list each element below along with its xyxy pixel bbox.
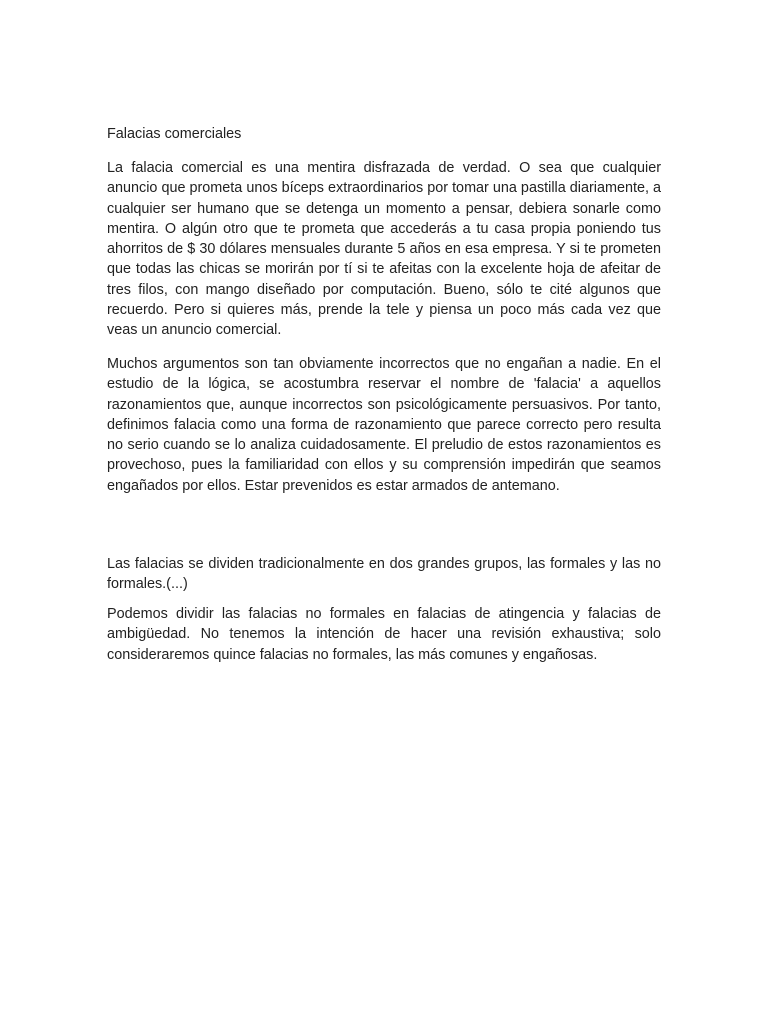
paragraph-argumentos-incorrectos: Muchos argumentos son tan obviamente incorrectos que no engañan a nadie. En el estudio de la lógica, se acostumbra reservar el nombre de 'falacia' a aquellos razonamientos que, aunque incorrectos son psicológicamente persuasivos. Por tanto, definimos falacia como una forma de razonamiento que parece correcto pero resulta no serio cuando se lo analiza cuidadosamente. El preludio de estos razonamientos es provechoso, pues la familiaridad con ellos y su comprensión impedirán que seamos engañados por ellos. Estar prevenidos es estar armados de antemano. [107, 356, 661, 494]
paragraph-falacia-comercial: La falacia comercial es una mentira disfrazada de verdad. O sea que cualquier anuncio que prometa unos bíceps extraordinarios por tomar una pastilla diariamente, a cualquier ser humano que se detenga un momento a pensar, debiera sonarle como mentira. O algún otro que te prometa que accederás a tu casa propia poniendo tus ahorritos de $ 30 dólares mensuales durante 5 años en esa empresa. Y si te prometen que todas las chicas se morirán por tí si te afeitas con la excelente hoja de afeitar de tres filos, con mango diseñado por computación. Bueno, sólo te cité algunos que recuerdo. Pero si quieres más, prende la tele y piensa un poco más cada vez que veas un anuncio comercial. [107, 160, 661, 339]
paragraph-falacias-no-formales: Podemos dividir las falacias no formales en falacias de atingencia y falacias de ambigüedad. No tenemos la intención de hacer una revisión exhaustiva; solo consideraremos quince falacias no formales, las más comunes y engañosas. [107, 606, 661, 663]
document-body [107, 124, 661, 666]
paragraph-division-falacias: Las falacias se dividen tradicionalmente en dos grandes grupos, las formales y las no formales.(...) [107, 556, 661, 593]
document-title: Falacias comerciales [107, 126, 242, 142]
